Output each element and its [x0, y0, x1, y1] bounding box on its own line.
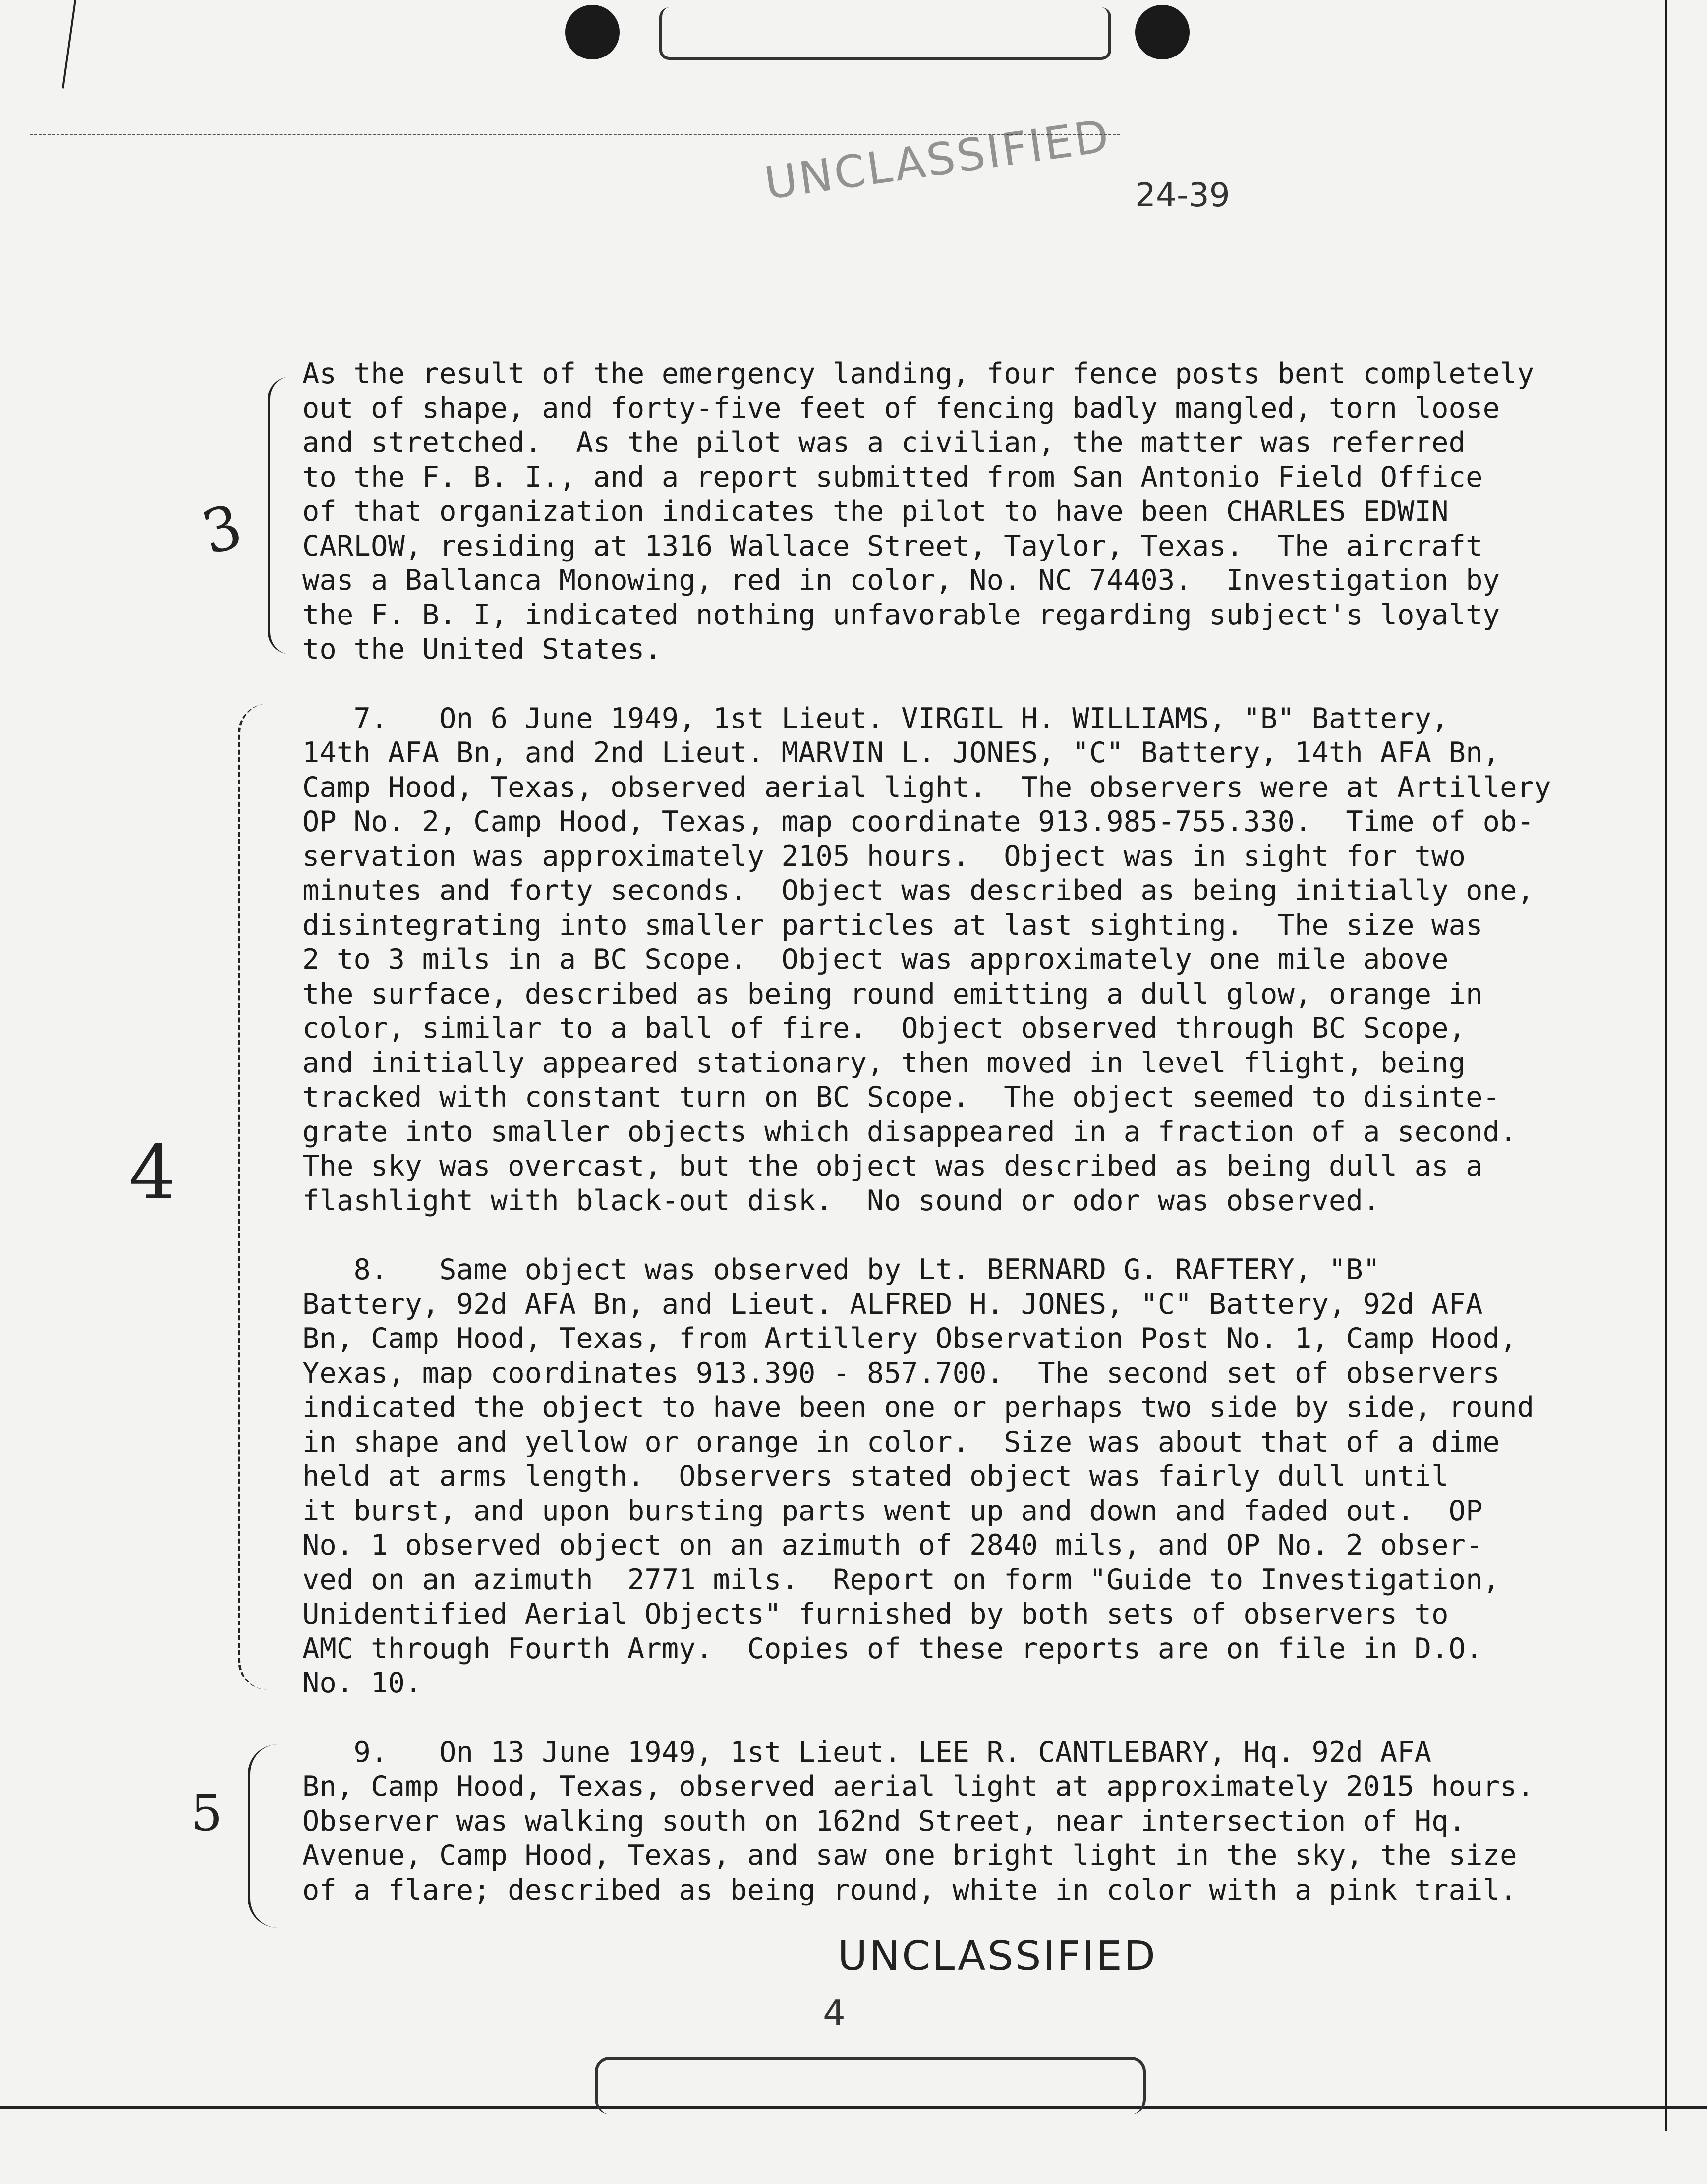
page-number: 4	[823, 1992, 846, 2034]
text-line: Observer was walking south on 162nd Street, near intersection of Hq.	[302, 1804, 1466, 1838]
text-line: disintegrating into smaller particles at last sighting. The size was	[302, 908, 1483, 942]
paragraph	[302, 1736, 1616, 1908]
text-line: was a Ballanca Monowing, red in color, No. NC 74403. Investigation by	[302, 564, 1500, 597]
classification-stamp-bottom: UNCLASSIFIED	[838, 1933, 1157, 1980]
text-line: grate into smaller objects which disappeared in a fraction of a second.	[302, 1115, 1517, 1148]
text-line: of a flare; described as being round, white in color with a pink trail.	[302, 1873, 1517, 1906]
text-line: The sky was overcast, but the object was described as being dull as a	[302, 1150, 1483, 1182]
margin-bracket-4	[238, 704, 270, 1690]
paragraph	[302, 702, 1616, 1219]
text-line: No. 10.	[302, 1667, 422, 1699]
text-line: the surface, described as being round emitting a dull glow, orange in	[302, 977, 1483, 1010]
text-line: Yexas, map coordinates 913.390 - 857.700. The second set of observers	[302, 1356, 1500, 1390]
text-line: 9. On 13 June 1949, 1st Lieut. LEE R. CANTLEBARY, Hq. 92d AFA	[302, 1736, 1432, 1769]
binder-clip-bottom	[595, 2057, 1146, 2114]
text-line: 8. Same object was observed by Lt. BERNARD G. RAFTERY, "B"	[302, 1253, 1380, 1286]
text-line: AMC through Fourth Army. Copies of these reports are on file in D.O.	[302, 1632, 1483, 1665]
text-line: Battery, 92d AFA Bn, and Lieut. ALFRED H. JONES, "C" Battery, 92d AFA	[302, 1288, 1483, 1321]
margin-bracket-3	[268, 377, 290, 654]
text-line: ved on an azimuth 2771 mils. Report on form "Guide to Investigation,	[302, 1563, 1500, 1596]
text-line: minutes and forty seconds. Object was described as being initially one,	[302, 874, 1535, 907]
text-line: color, similar to a ball of fire. Object observed through BC Scope,	[302, 1012, 1466, 1045]
text-line: Unidentified Aerial Objects" furnished by both sets of observers to	[302, 1598, 1449, 1630]
text-line: and stretched. As the pilot was a civilian, the matter was referred	[302, 426, 1466, 459]
paragraph	[302, 1253, 1616, 1701]
text-line: Bn, Camp Hood, Texas, from Artillery Observation Post No. 1, Camp Hood,	[302, 1322, 1517, 1355]
text-line: of that organization indicates the pilot to have been CHARLES EDWIN	[302, 495, 1449, 528]
margin-annotation-4: 4	[129, 1130, 176, 1216]
text-line: Camp Hood, Texas, observed aerial light. The observers were at Artillery	[302, 771, 1551, 804]
text-line: held at arms length. Observers stated object was fairly dull until	[302, 1460, 1449, 1493]
text-line: to the United States.	[302, 633, 662, 666]
page-edge-left	[62, 0, 76, 89]
text-line: in shape and yellow or orange in color. Size was about that of a dime	[302, 1425, 1500, 1458]
text-line: Avenue, Camp Hood, Texas, and saw one bright light in the sky, the size	[302, 1839, 1517, 1872]
text-line: tracked with constant turn on BC Scope. The object seemed to disinte-	[302, 1081, 1500, 1114]
text-line: it burst, and upon bursting parts went up and down and faded out. OP	[302, 1494, 1483, 1527]
typewritten-body	[302, 357, 1616, 1942]
binder-clip-top	[659, 7, 1111, 60]
punch-hole-left	[565, 5, 620, 59]
margin-annotation-5: 5	[191, 1784, 223, 1842]
document-reference: 24-39	[1135, 176, 1230, 214]
text-line: 14th AFA Bn, and 2nd Lieut. MARVIN L. JONES, "C" Battery, 14th AFA Bn,	[302, 736, 1500, 769]
text-line: and initially appeared stationary, then moved in level flight, being	[302, 1046, 1466, 1079]
text-line: No. 1 observed object on an azimuth of 2840 mils, and OP No. 2 obser-	[302, 1529, 1483, 1562]
margin-bracket-5	[248, 1744, 280, 1928]
text-line: OP No. 2, Camp Hood, Texas, map coordinate 913.985-755.330. Time of ob-	[302, 805, 1535, 838]
text-line: Bn, Camp Hood, Texas, observed aerial light at approximately 2015 hours.	[302, 1770, 1535, 1803]
text-line: the F. B. I, indicated nothing unfavorable regarding subject's loyalty	[302, 598, 1500, 631]
text-line: out of shape, and forty-five feet of fencing badly mangled, torn loose	[302, 392, 1500, 425]
page-edge-right	[1665, 0, 1667, 2131]
text-line: As the result of the emergency landing, four fence posts bent completely	[302, 357, 1535, 390]
paragraph	[302, 357, 1616, 667]
text-line: to the F. B. I., and a report submitted from San Antonio Field Office	[302, 460, 1483, 494]
punch-hole-right	[1135, 5, 1190, 59]
text-line: flashlight with black-out disk. No sound or odor was observed.	[302, 1184, 1380, 1217]
text-line: 7. On 6 June 1949, 1st Lieut. VIRGIL H. WILLIAMS, "B" Battery,	[302, 702, 1449, 735]
classification-stamp-top: UNCLASSIFIED	[761, 110, 1114, 210]
margin-annotation-3: 3	[195, 492, 250, 568]
text-line: servation was approximately 2105 hours. Object was in sight for two	[302, 840, 1466, 873]
text-line: indicated the object to have been one or perhaps two side by side, round	[302, 1391, 1535, 1424]
text-line: CARLOW, residing at 1316 Wallace Street, Taylor, Texas. The aircraft	[302, 529, 1483, 562]
text-line: 2 to 3 mils in a BC Scope. Object was approximately one mile above	[302, 943, 1449, 976]
